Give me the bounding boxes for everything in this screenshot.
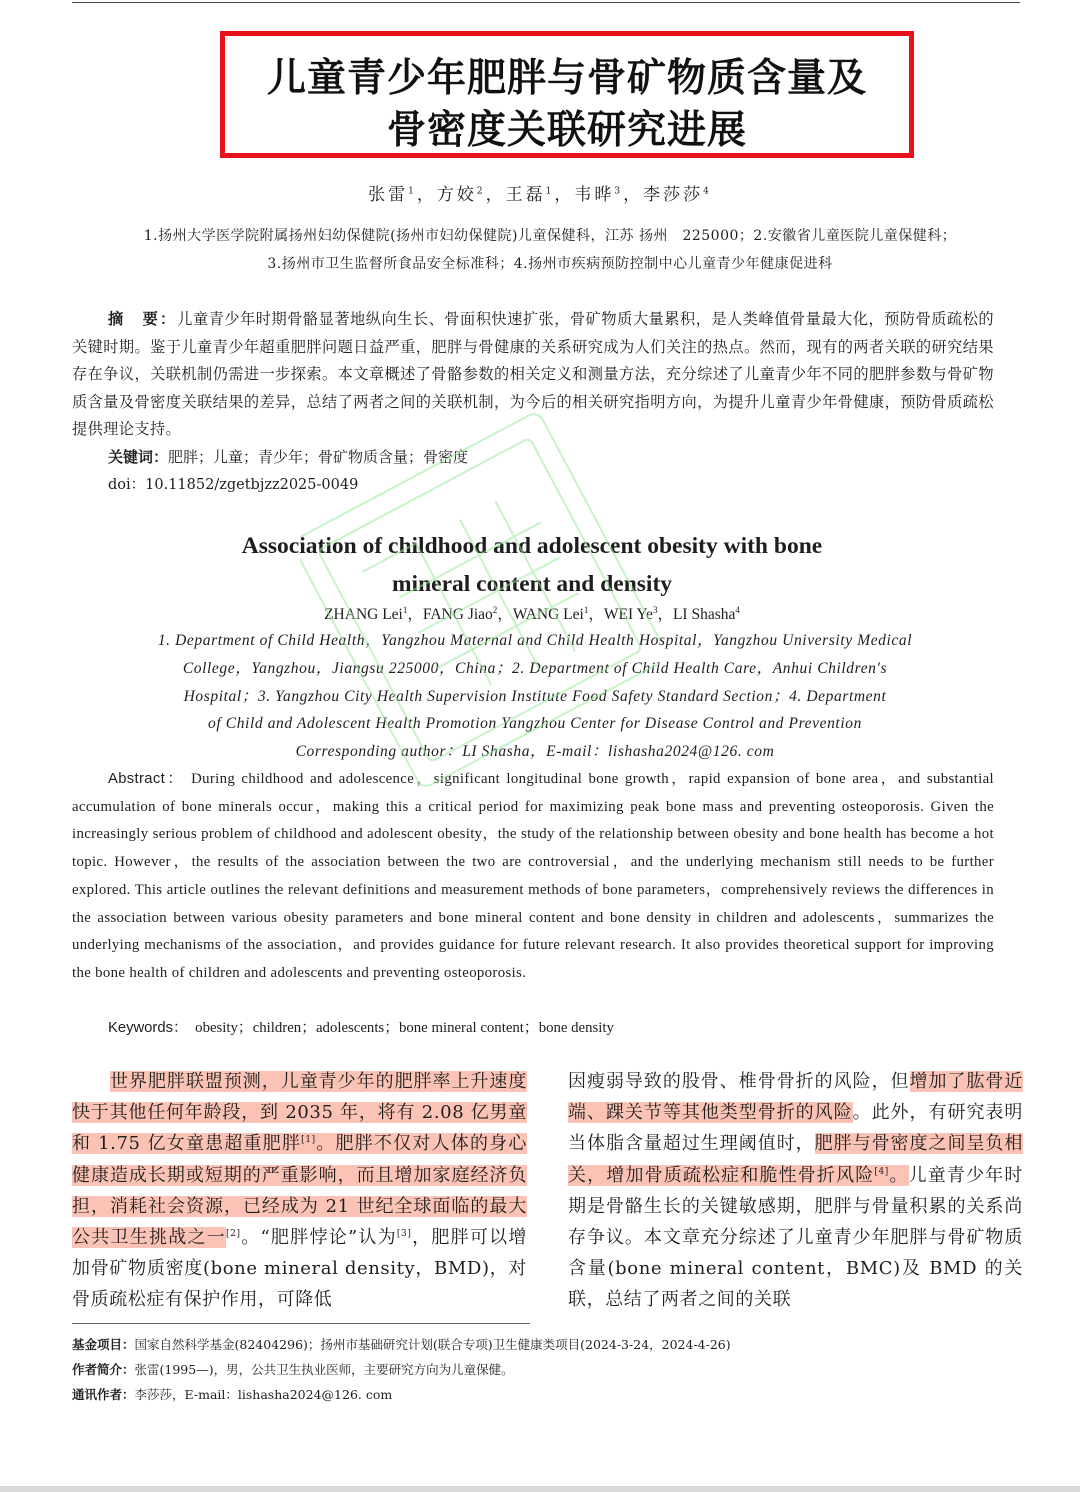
footnote-funding-text: 国家自然科学基金(82404296)；扬州市基础研究计划(联合专项)卫生健康类项目(2024-3-24，2024-4-26) — [134, 1337, 731, 1352]
body-column-left — [72, 1066, 527, 1316]
highlighted-passage — [301, 1133, 316, 1154]
highlighted-passage — [889, 1165, 909, 1186]
title-en — [0, 527, 1064, 603]
affiliations-cn-line-1: 1.扬州大学医学院附属扬州妇幼保健院(扬州市妇幼保健院)儿童保健科，江苏 扬州 225000；2.安徽省儿童医院儿童保健科； — [143, 228, 957, 244]
affiliations-en-line-2: College，Yangzhou，Jiangsu 225000，China；2. Department of Child Health Care，Anhui Children′s — [182, 659, 888, 677]
authors-en: ZHANG Lei$^1$，FANG Jiao$^2$，WANG Lei$^1$，WEI Ye$^3$，LI Shasha$^4$ — [324, 604, 740, 623]
author-affiliation-mark: 1 — [408, 186, 417, 197]
body-text-segment: 。“肥胖悖论”认为 — [240, 1227, 397, 1249]
body-text-segment: ，肥胖可以增加骨矿物质密度(bone mineral density，BMD)，对骨质疏松症有保护作用，可降低 — [72, 1227, 527, 1311]
footnote-author-bio-label: 作者简介： — [72, 1362, 135, 1377]
keywords-en — [108, 1016, 614, 1037]
abstract-en-text: During childhood and adolescence，significant longitudinal bone growth，rapid expansion of bone area，and substantial accumulation of bone minerals occur，making this a critical period for maximizing peak bone mass and preventing osteoporosis. Given the increasingly serious problem of childhood and adolescent obesity，the study of the relationship between obesity and bone health has become a hot topic. However，the results of the association between the two are controversial，and the underlying mechanism still needs to be further explored. This article outlines the relevant definitions and measurement methods of bone parameters，comprehensively reviews the differences in the association between various obesity parameters and bone mineral content and bone density in children and adolescents，summarizes the underlying mechanisms of the association，and provides guidance for future relevant research. It also provides theoretical support for improving the bone health of children and adolescents and preventing osteoporosis. — [72, 771, 994, 981]
abstract-en — [72, 766, 994, 988]
abstract-cn — [72, 306, 994, 444]
footnote-author-bio — [72, 1360, 1032, 1378]
body-text-segment: 增加了肱骨近端、踝关节等其他类型骨折的风险 — [568, 1071, 1023, 1124]
author-affiliation-mark: 3 — [652, 604, 658, 615]
body-text-segment: 因瘦弱导致的股骨、椎骨骨折的风险，但 — [568, 1071, 910, 1092]
author-name: 韦晔 — [574, 185, 615, 205]
footnote-funding — [72, 1335, 1032, 1353]
page-bottom-edge — [0, 1486, 1080, 1492]
footnote-rule — [72, 1323, 530, 1324]
author-affiliation-mark: 1 — [583, 604, 589, 615]
footnote-author-bio-text: 张雷(1995—)，男，公共卫生执业医师，主要研究方向为儿童保健。 — [134, 1362, 514, 1377]
author-name: 李莎莎 — [643, 185, 704, 205]
author-affiliation-mark: 2 — [476, 186, 486, 197]
highlighted-passage — [874, 1165, 889, 1186]
title-cn-line-2: 骨密度关联研究进展 — [386, 107, 747, 153]
author-name: ZHANG Lei — [324, 606, 403, 623]
keywords-cn-label: 关键词： — [108, 448, 169, 466]
author-name: 张雷 — [368, 185, 409, 205]
abstract-cn-text: 儿童青少年时期骨骼显著地纵向生长、骨面积快速扩张，骨矿物质大量累积，是人类峰值骨量最大化，预防骨质疏松的关键时期。鉴于儿童青少年超重肥胖问题日益严重，肥胖与骨健康的关系研究成为人们关注的热点。然而，现有的两者关联的研究结果存在争议，关联机制仍需进一步探索。本文章概述了骨骼参数的相关定义和测量方法，充分综述了儿童青少年不同的肥胖参数与骨矿物质含量及骨密度关联结果的差异，总结了两者之间的关联机制，为今后的相关研究指明方向，为提升儿童青少年骨健康，预防骨质疏松提供理论支持。 — [72, 310, 995, 438]
author-name: WEI Ye — [603, 606, 653, 623]
author-name: FANG Jiao — [422, 606, 493, 623]
author-name: WANG Lei — [512, 606, 584, 623]
author-affiliation-mark: 3 — [614, 186, 624, 197]
body-column-right — [568, 1066, 1023, 1316]
footnote-corresponding-text: 李莎莎，E-mail：lishasha2024@126. com — [134, 1387, 393, 1402]
keywords-cn-text: 肥胖；儿童；青少年；骨矿物质含量；骨密度 — [168, 448, 469, 466]
affiliations-cn-line-2: 3.扬州市卫生监督所食品安全标准科；4.扬州市疾病预防控制中心儿童青少年健康促进科 — [267, 256, 833, 272]
affiliations-en-line-3: Hospital；3. Yangzhou City Health Supervision Institute Food Safety Standard Section；4. Department — [183, 687, 887, 705]
title-en-line-1: Association of childhood and adolescent obesity with bone — [241, 533, 823, 559]
authors-cn: 张雷$^1$，方姣$^2$，王磊$^1$，韦晔$^3$，李莎莎$^4$ — [368, 185, 712, 205]
footnote-corresponding-label: 通讯作者： — [72, 1387, 135, 1402]
corresponding-author-en: Corresponding author：LI Shasha，E-mail：lishasha2024@126. com — [295, 743, 775, 761]
affiliations-en-line-1: 1. Department of Child Health，Yangzhou Maternal and Child Health Hospital，Yangzhou University Medical — [157, 632, 913, 649]
author-name: 方姣 — [436, 185, 477, 205]
body-text-segment: 世界肥胖联盟预测，儿童青少年的肥胖率上升速度快于其他任何年龄段，到 2035 年，将有 2.08 亿男童和 1.75 亿女童患超重肥胖 — [72, 1071, 527, 1155]
doi: doi：10.11852/zgetbjzz2025-0049 — [108, 477, 359, 493]
body-text-segment: 。肥胖不仅对人体的身心健康造成长期或短期的严重影响，而且增加家庭经济负担，消耗社会资源，已经成为 21 世纪全球面临的最大公共卫生挑战之一 — [72, 1133, 527, 1249]
author-affiliation-mark: 1 — [402, 604, 408, 615]
title-cn — [225, 52, 909, 156]
title-cn-line-1: 儿童青少年肥胖与骨矿物质含量及 — [266, 55, 867, 101]
citation-ref: [4] — [874, 1166, 889, 1177]
body-text-segment: 。此外，有研究表明当体脂含量超过生理阈值时， — [568, 1102, 1023, 1155]
author-affiliation-mark: 4 — [735, 604, 740, 615]
abstract-en-label: Abstract： — [108, 771, 185, 787]
author-affiliation-mark: 4 — [703, 186, 712, 197]
affiliations-en-line-4: of Child and Adolescent Health Promotion Yangzhou Center for Disease Control and Prevention — [208, 715, 862, 733]
abstract-cn-label: 摘 要： — [108, 310, 178, 328]
author-name: 王磊 — [505, 185, 546, 205]
citation-ref: [1] — [301, 1135, 316, 1146]
keywords-cn — [108, 446, 468, 467]
author-affiliation-mark: 2 — [492, 604, 498, 615]
body-text-segment: 肥胖与骨密度之间呈负相关，增加骨质疏松症和脆性骨折风险 — [568, 1133, 1023, 1186]
body-text-segment: 。 — [888, 1164, 909, 1186]
footnote-funding-label: 基金项目： — [72, 1337, 135, 1352]
citation-ref: [2] — [226, 1229, 241, 1240]
title-en-line-2: mineral content and density — [391, 571, 673, 597]
citation-ref: [3] — [396, 1229, 412, 1240]
keywords-en-text: obesity；children；adolescents；bone mineral content；bone density — [195, 1020, 614, 1036]
top-rule — [72, 2, 1020, 3]
body-text-segment: 儿童青少年时期是骨骼生长的关键敏感期，肥胖与骨量积累的关系尚存争议。本文章充分综述了儿童青少年肥胖与骨矿物质含量(bone mineral content，BMC)及 BMD 的关联，总结了两者之间的关联 — [568, 1164, 1023, 1311]
author-affiliation-mark: 1 — [545, 186, 555, 197]
affiliations-en — [90, 627, 980, 766]
keywords-en-label: Keywords： — [108, 1020, 188, 1036]
author-name: LI Shasha — [672, 606, 736, 623]
footnote-corresponding — [72, 1385, 1032, 1403]
